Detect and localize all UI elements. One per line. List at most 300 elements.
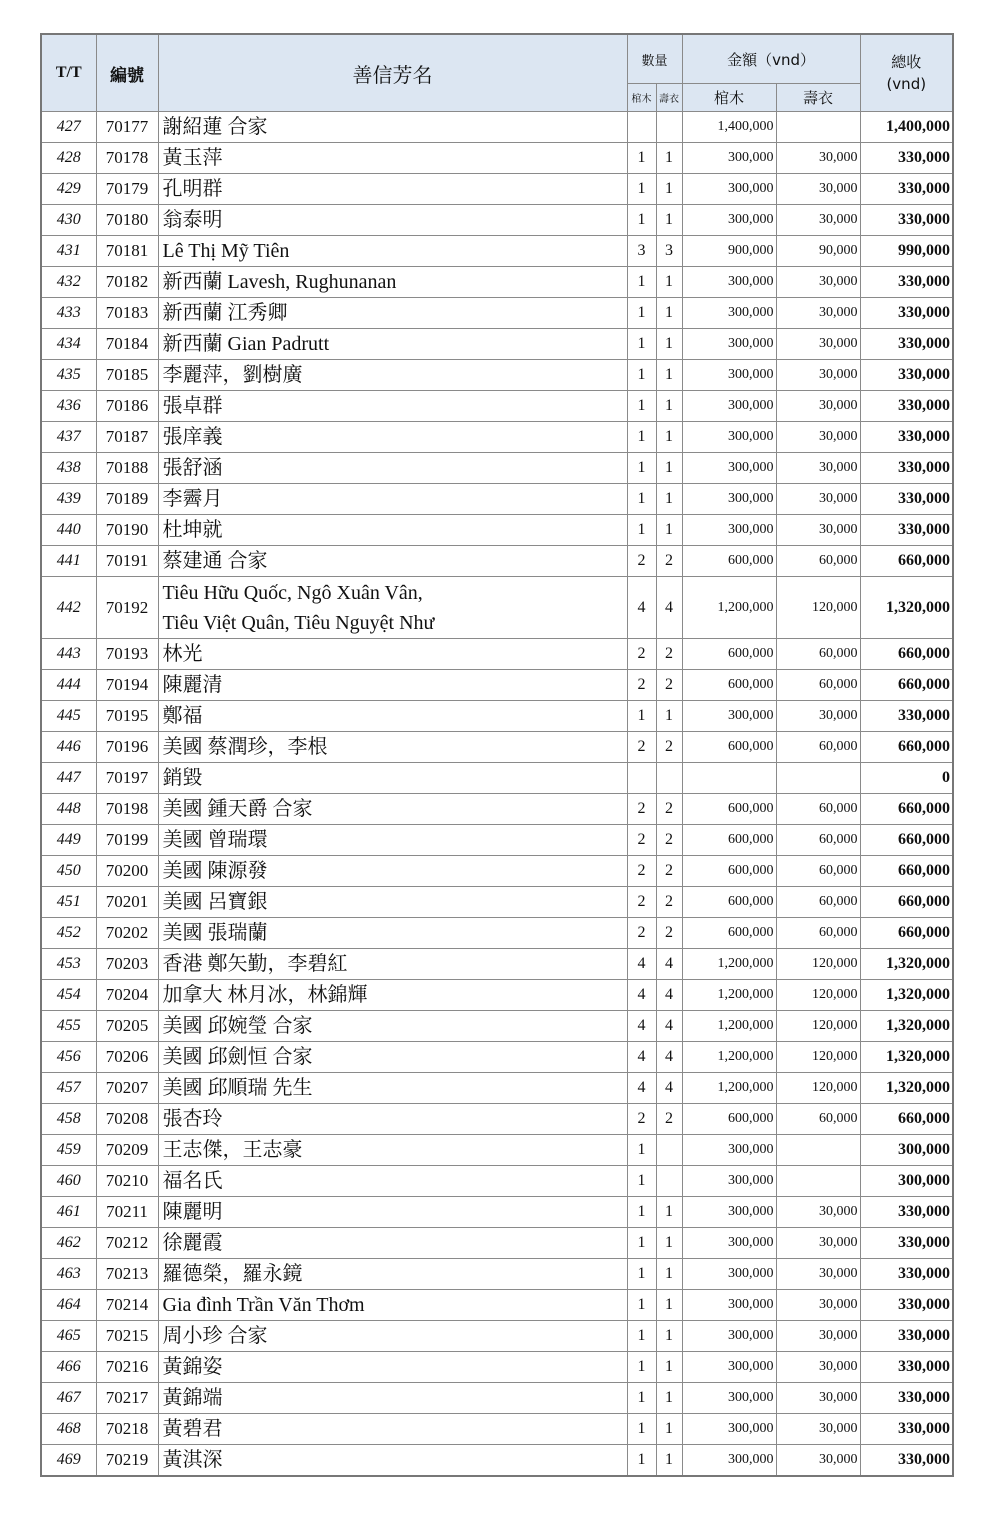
row-code: 70183 (96, 298, 158, 329)
row-total: 330,000 (860, 1352, 953, 1383)
row-number: 468 (41, 1414, 96, 1445)
row-donor-name: 蔡建通 合家 (158, 546, 627, 577)
row-code: 70196 (96, 732, 158, 763)
row-amount-coffin: 300,000 (682, 205, 776, 236)
row-total: 1,320,000 (860, 949, 953, 980)
row-number: 463 (41, 1259, 96, 1290)
row-qty-coffin: 1 (627, 298, 656, 329)
row-number: 449 (41, 825, 96, 856)
row-qty-coffin: 1 (627, 1445, 656, 1477)
row-qty-coffin: 4 (627, 1011, 656, 1042)
row-code: 70198 (96, 794, 158, 825)
row-code: 70217 (96, 1383, 158, 1414)
row-qty-shroud: 4 (656, 1042, 682, 1073)
row-qty-shroud (656, 1135, 682, 1166)
row-number: 439 (41, 484, 96, 515)
row-code: 70202 (96, 918, 158, 949)
row-total: 330,000 (860, 205, 953, 236)
table-row (41, 887, 953, 918)
row-amount-coffin: 1,200,000 (682, 1073, 776, 1104)
row-qty-shroud: 2 (656, 887, 682, 918)
row-total: 330,000 (860, 1259, 953, 1290)
header-total (860, 34, 953, 112)
row-qty-coffin: 1 (627, 1290, 656, 1321)
row-amount-shroud: 30,000 (776, 205, 860, 236)
row-number: 465 (41, 1321, 96, 1352)
row-amount-coffin: 300,000 (682, 1290, 776, 1321)
row-amount-coffin: 300,000 (682, 1445, 776, 1477)
table-row (41, 546, 953, 577)
table-row (41, 794, 953, 825)
row-qty-coffin: 4 (627, 949, 656, 980)
row-qty-coffin: 2 (627, 887, 656, 918)
header-code: 編號 (96, 34, 158, 112)
table-row (41, 639, 953, 670)
table-row (41, 236, 953, 267)
row-total: 660,000 (860, 887, 953, 918)
row-amount-coffin: 600,000 (682, 639, 776, 670)
row-qty-shroud: 1 (656, 484, 682, 515)
row-donor-name: 謝紹蓮 合家 (158, 112, 627, 143)
table-row (41, 267, 953, 298)
row-qty-coffin: 1 (627, 205, 656, 236)
row-code: 70219 (96, 1445, 158, 1477)
row-amount-coffin: 600,000 (682, 918, 776, 949)
donation-list-page (40, 33, 952, 1477)
row-donor-name: 黃錦姿 (158, 1352, 627, 1383)
row-number: 462 (41, 1228, 96, 1259)
row-number: 452 (41, 918, 96, 949)
row-qty-coffin: 1 (627, 329, 656, 360)
row-donor-name: 鄭福 (158, 701, 627, 732)
row-total: 330,000 (860, 298, 953, 329)
row-qty-shroud: 2 (656, 825, 682, 856)
row-amount-shroud: 120,000 (776, 1042, 860, 1073)
row-amount-shroud: 30,000 (776, 143, 860, 174)
row-qty-coffin: 3 (627, 236, 656, 267)
row-donor-name: 銷毀 (158, 763, 627, 794)
row-number: 428 (41, 143, 96, 174)
table-row (41, 1042, 953, 1073)
row-qty-coffin: 1 (627, 1414, 656, 1445)
row-number: 429 (41, 174, 96, 205)
row-donor-name: 張庠義 (158, 422, 627, 453)
row-total: 330,000 (860, 143, 953, 174)
row-number: 455 (41, 1011, 96, 1042)
row-number: 444 (41, 670, 96, 701)
row-code: 70181 (96, 236, 158, 267)
row-amount-shroud: 60,000 (776, 546, 860, 577)
row-amount-coffin: 300,000 (682, 267, 776, 298)
table-row (41, 515, 953, 546)
row-qty-shroud: 4 (656, 1073, 682, 1104)
table-row (41, 1414, 953, 1445)
row-amount-coffin: 300,000 (682, 701, 776, 732)
table-row (41, 1135, 953, 1166)
row-amount-coffin: 600,000 (682, 732, 776, 763)
header-amount-coffin: 棺木 (682, 84, 776, 112)
row-qty-coffin: 2 (627, 825, 656, 856)
row-donor-name: 孔明群 (158, 174, 627, 205)
row-donor-name: 美國 鍾天爵 合家 (158, 794, 627, 825)
row-total: 330,000 (860, 391, 953, 422)
row-total: 330,000 (860, 484, 953, 515)
row-amount-coffin: 300,000 (682, 1383, 776, 1414)
row-amount-shroud: 30,000 (776, 422, 860, 453)
row-qty-shroud: 1 (656, 1228, 682, 1259)
row-total: 0 (860, 763, 953, 794)
row-amount-shroud: 60,000 (776, 887, 860, 918)
row-total: 330,000 (860, 174, 953, 205)
row-donor-name: 徐麗霞 (158, 1228, 627, 1259)
row-number: 431 (41, 236, 96, 267)
row-qty-coffin: 4 (627, 1073, 656, 1104)
row-qty-coffin: 1 (627, 143, 656, 174)
row-amount-coffin: 300,000 (682, 1228, 776, 1259)
row-donor-name: 美國 陳源發 (158, 856, 627, 887)
row-qty-shroud: 4 (656, 577, 682, 639)
header-qty-shroud: 壽衣 (656, 84, 682, 112)
row-number: 457 (41, 1073, 96, 1104)
row-total: 330,000 (860, 1445, 953, 1477)
row-qty-shroud: 1 (656, 1352, 682, 1383)
row-amount-shroud: 30,000 (776, 1228, 860, 1259)
row-code: 70211 (96, 1197, 158, 1228)
row-total: 660,000 (860, 732, 953, 763)
row-donor-name: 新西蘭 Gian Padrutt (158, 329, 627, 360)
row-number: 445 (41, 701, 96, 732)
row-number: 436 (41, 391, 96, 422)
table-row (41, 1383, 953, 1414)
row-qty-shroud: 1 (656, 143, 682, 174)
row-code: 70215 (96, 1321, 158, 1352)
row-qty-coffin: 4 (627, 980, 656, 1011)
row-number: 459 (41, 1135, 96, 1166)
row-total: 330,000 (860, 1321, 953, 1352)
row-code: 70189 (96, 484, 158, 515)
row-number: 448 (41, 794, 96, 825)
row-donor-name: Lê Thị Mỹ Tiên (158, 236, 627, 267)
table-row (41, 825, 953, 856)
row-qty-shroud: 2 (656, 670, 682, 701)
row-qty-coffin: 1 (627, 1321, 656, 1352)
table-row (41, 980, 953, 1011)
row-qty-shroud (656, 112, 682, 143)
row-total: 1,320,000 (860, 1073, 953, 1104)
row-amount-coffin: 300,000 (682, 298, 776, 329)
row-code: 70188 (96, 453, 158, 484)
row-amount-coffin: 600,000 (682, 546, 776, 577)
row-code: 70186 (96, 391, 158, 422)
row-amount-shroud: 60,000 (776, 670, 860, 701)
row-qty-shroud: 2 (656, 856, 682, 887)
row-amount-coffin: 300,000 (682, 1135, 776, 1166)
row-code: 70213 (96, 1259, 158, 1290)
row-number: 443 (41, 639, 96, 670)
table-row (41, 1352, 953, 1383)
row-amount-coffin: 600,000 (682, 670, 776, 701)
row-amount-shroud: 30,000 (776, 484, 860, 515)
row-amount-coffin: 300,000 (682, 453, 776, 484)
row-number: 433 (41, 298, 96, 329)
row-qty-shroud: 2 (656, 546, 682, 577)
row-qty-shroud: 1 (656, 360, 682, 391)
table-row (41, 174, 953, 205)
row-number: 435 (41, 360, 96, 391)
row-qty-shroud: 1 (656, 1321, 682, 1352)
row-amount-coffin: 600,000 (682, 825, 776, 856)
row-qty-shroud: 2 (656, 732, 682, 763)
row-donor-name: 李霽月 (158, 484, 627, 515)
row-donor-name: 王志傑，王志豪 (158, 1135, 627, 1166)
row-donor-name-line1: Tiêu Hữu Quốc, Ngô Xuân Vân, (162, 581, 423, 604)
row-donor-name: 香港 鄭矢勤，李碧紅 (158, 949, 627, 980)
row-total: 1,320,000 (860, 980, 953, 1011)
table-row (41, 1321, 953, 1352)
row-qty-shroud: 1 (656, 267, 682, 298)
row-amount-shroud: 90,000 (776, 236, 860, 267)
row-donor-name: 張卓群 (158, 391, 627, 422)
row-amount-shroud: 30,000 (776, 1290, 860, 1321)
row-amount-shroud: 120,000 (776, 980, 860, 1011)
row-total: 660,000 (860, 825, 953, 856)
row-total: 330,000 (860, 701, 953, 732)
header-quantity: 數量 (627, 34, 682, 84)
row-amount-shroud (776, 1166, 860, 1197)
row-donor-name: 美國 曾瑞環 (158, 825, 627, 856)
row-qty-shroud: 1 (656, 701, 682, 732)
row-amount-coffin: 300,000 (682, 1321, 776, 1352)
row-donor-name-line2: Tiêu Việt Quân, Tiêu Nguyệt Như (162, 611, 435, 634)
row-amount-shroud: 60,000 (776, 1104, 860, 1135)
row-number: 466 (41, 1352, 96, 1383)
row-amount-shroud: 60,000 (776, 856, 860, 887)
row-qty-shroud: 1 (656, 1259, 682, 1290)
row-qty-shroud: 1 (656, 453, 682, 484)
row-amount-coffin: 300,000 (682, 1259, 776, 1290)
row-number: 460 (41, 1166, 96, 1197)
row-number: 434 (41, 329, 96, 360)
row-qty-coffin: 2 (627, 670, 656, 701)
row-number: 467 (41, 1383, 96, 1414)
row-code: 70180 (96, 205, 158, 236)
table-row (41, 329, 953, 360)
row-qty-coffin: 1 (627, 391, 656, 422)
row-code: 70203 (96, 949, 158, 980)
row-qty-coffin: 1 (627, 360, 656, 391)
row-amount-coffin: 1,200,000 (682, 980, 776, 1011)
table-row (41, 112, 953, 143)
row-qty-shroud: 2 (656, 639, 682, 670)
row-number: 458 (41, 1104, 96, 1135)
row-number: 451 (41, 887, 96, 918)
row-qty-coffin: 2 (627, 732, 656, 763)
row-qty-shroud: 1 (656, 1290, 682, 1321)
row-number: 454 (41, 980, 96, 1011)
row-code: 70193 (96, 639, 158, 670)
row-qty-shroud: 4 (656, 949, 682, 980)
row-donor-name: 福名氏 (158, 1166, 627, 1197)
row-amount-shroud: 60,000 (776, 918, 860, 949)
row-donor-name: 杜坤就 (158, 515, 627, 546)
row-donor-name: Gia đình Trần Văn Thơm (158, 1290, 627, 1321)
row-qty-coffin: 1 (627, 1166, 656, 1197)
row-number: 432 (41, 267, 96, 298)
row-amount-shroud (776, 1135, 860, 1166)
row-amount-shroud: 30,000 (776, 1321, 860, 1352)
table-row (41, 453, 953, 484)
row-total: 660,000 (860, 856, 953, 887)
row-amount-shroud: 30,000 (776, 391, 860, 422)
row-amount-coffin: 300,000 (682, 515, 776, 546)
row-amount-coffin: 300,000 (682, 1197, 776, 1228)
row-code: 70177 (96, 112, 158, 143)
row-amount-shroud: 30,000 (776, 701, 860, 732)
row-code: 70208 (96, 1104, 158, 1135)
row-amount-shroud: 30,000 (776, 1445, 860, 1477)
donor-table (40, 33, 954, 1477)
row-code: 70218 (96, 1414, 158, 1445)
row-code: 70197 (96, 763, 158, 794)
table-row (41, 763, 953, 794)
row-qty-coffin: 1 (627, 422, 656, 453)
row-qty-shroud: 1 (656, 205, 682, 236)
header-amount: 金額（vnd） (682, 34, 860, 84)
row-total: 330,000 (860, 1414, 953, 1445)
row-donor-name: 美國 呂寶銀 (158, 887, 627, 918)
table-row (41, 1259, 953, 1290)
row-qty-coffin: 1 (627, 1135, 656, 1166)
row-total: 330,000 (860, 329, 953, 360)
header-total-label: 總收 (891, 53, 922, 71)
row-donor-name: 林光 (158, 639, 627, 670)
row-amount-shroud (776, 112, 860, 143)
table-row (41, 577, 953, 639)
header-donor-name: 善信芳名 (158, 34, 627, 112)
row-number: 446 (41, 732, 96, 763)
row-qty-shroud: 1 (656, 515, 682, 546)
row-code: 70182 (96, 267, 158, 298)
row-total: 660,000 (860, 1104, 953, 1135)
row-qty-shroud (656, 1166, 682, 1197)
row-total: 300,000 (860, 1135, 953, 1166)
row-donor-name: 翁泰明 (158, 205, 627, 236)
table-row (41, 918, 953, 949)
row-donor-name: 羅德榮，羅永鏡 (158, 1259, 627, 1290)
row-amount-shroud: 60,000 (776, 794, 860, 825)
row-donor-name: 美國 蔡潤珍，李根 (158, 732, 627, 763)
row-qty-coffin: 1 (627, 453, 656, 484)
row-number: 461 (41, 1197, 96, 1228)
row-qty-shroud: 1 (656, 1445, 682, 1477)
row-donor-name: 美國 邱婉瑩 合家 (158, 1011, 627, 1042)
row-code: 70190 (96, 515, 158, 546)
row-total: 990,000 (860, 236, 953, 267)
table-row (41, 949, 953, 980)
row-total: 1,400,000 (860, 112, 953, 143)
row-donor-name: 李麗萍，劉樹廣 (158, 360, 627, 391)
row-amount-shroud: 120,000 (776, 1011, 860, 1042)
row-total: 660,000 (860, 546, 953, 577)
row-total: 330,000 (860, 360, 953, 391)
row-number: 427 (41, 112, 96, 143)
row-qty-shroud: 1 (656, 298, 682, 329)
row-amount-shroud: 120,000 (776, 949, 860, 980)
row-code: 70199 (96, 825, 158, 856)
row-donor-name: 黃淇深 (158, 1445, 627, 1477)
row-code: 70185 (96, 360, 158, 391)
row-amount-coffin: 300,000 (682, 360, 776, 391)
row-code: 70206 (96, 1042, 158, 1073)
row-qty-coffin: 2 (627, 639, 656, 670)
row-amount-shroud: 30,000 (776, 1197, 860, 1228)
row-donor-name: 新西蘭 Lavesh, Rughunanan (158, 267, 627, 298)
row-qty-shroud: 1 (656, 391, 682, 422)
row-qty-shroud: 3 (656, 236, 682, 267)
row-qty-coffin: 2 (627, 918, 656, 949)
row-amount-coffin: 1,200,000 (682, 1011, 776, 1042)
row-qty-coffin: 1 (627, 1352, 656, 1383)
row-qty-coffin: 2 (627, 856, 656, 887)
row-code: 70187 (96, 422, 158, 453)
table-row (41, 1073, 953, 1104)
table-row (41, 391, 953, 422)
row-qty-coffin: 1 (627, 484, 656, 515)
row-code: 70204 (96, 980, 158, 1011)
row-qty-coffin: 1 (627, 174, 656, 205)
row-code: 70201 (96, 887, 158, 918)
row-amount-coffin: 300,000 (682, 1166, 776, 1197)
row-amount-coffin: 1,200,000 (682, 1042, 776, 1073)
row-code: 70210 (96, 1166, 158, 1197)
header-qty-coffin: 棺木 (627, 84, 656, 112)
row-total: 330,000 (860, 453, 953, 484)
row-amount-coffin: 300,000 (682, 143, 776, 174)
row-amount-shroud (776, 763, 860, 794)
row-number: 456 (41, 1042, 96, 1073)
row-qty-shroud: 1 (656, 174, 682, 205)
row-amount-coffin: 300,000 (682, 1352, 776, 1383)
header-total-unit: (vnd) (886, 75, 927, 93)
table-row (41, 1104, 953, 1135)
row-amount-coffin: 300,000 (682, 391, 776, 422)
row-amount-coffin: 600,000 (682, 887, 776, 918)
row-donor-name: 周小珍 合家 (158, 1321, 627, 1352)
row-qty-coffin: 1 (627, 1383, 656, 1414)
table-row (41, 1197, 953, 1228)
row-qty-shroud: 4 (656, 980, 682, 1011)
row-amount-coffin: 1,200,000 (682, 577, 776, 639)
row-donor-name: 陳麗清 (158, 670, 627, 701)
row-amount-shroud: 30,000 (776, 267, 860, 298)
row-total: 660,000 (860, 918, 953, 949)
row-number: 453 (41, 949, 96, 980)
row-amount-shroud: 30,000 (776, 298, 860, 329)
row-amount-shroud: 30,000 (776, 174, 860, 205)
row-code: 70200 (96, 856, 158, 887)
row-code: 70184 (96, 329, 158, 360)
table-row (41, 701, 953, 732)
row-donor-name: 黃錦端 (158, 1383, 627, 1414)
row-donor-name: 美國 邱劍恒 合家 (158, 1042, 627, 1073)
table-row (41, 1290, 953, 1321)
row-qty-coffin: 1 (627, 1228, 656, 1259)
row-total: 330,000 (860, 1197, 953, 1228)
table-row (41, 143, 953, 174)
row-number: 438 (41, 453, 96, 484)
row-code: 70205 (96, 1011, 158, 1042)
table-row (41, 1011, 953, 1042)
